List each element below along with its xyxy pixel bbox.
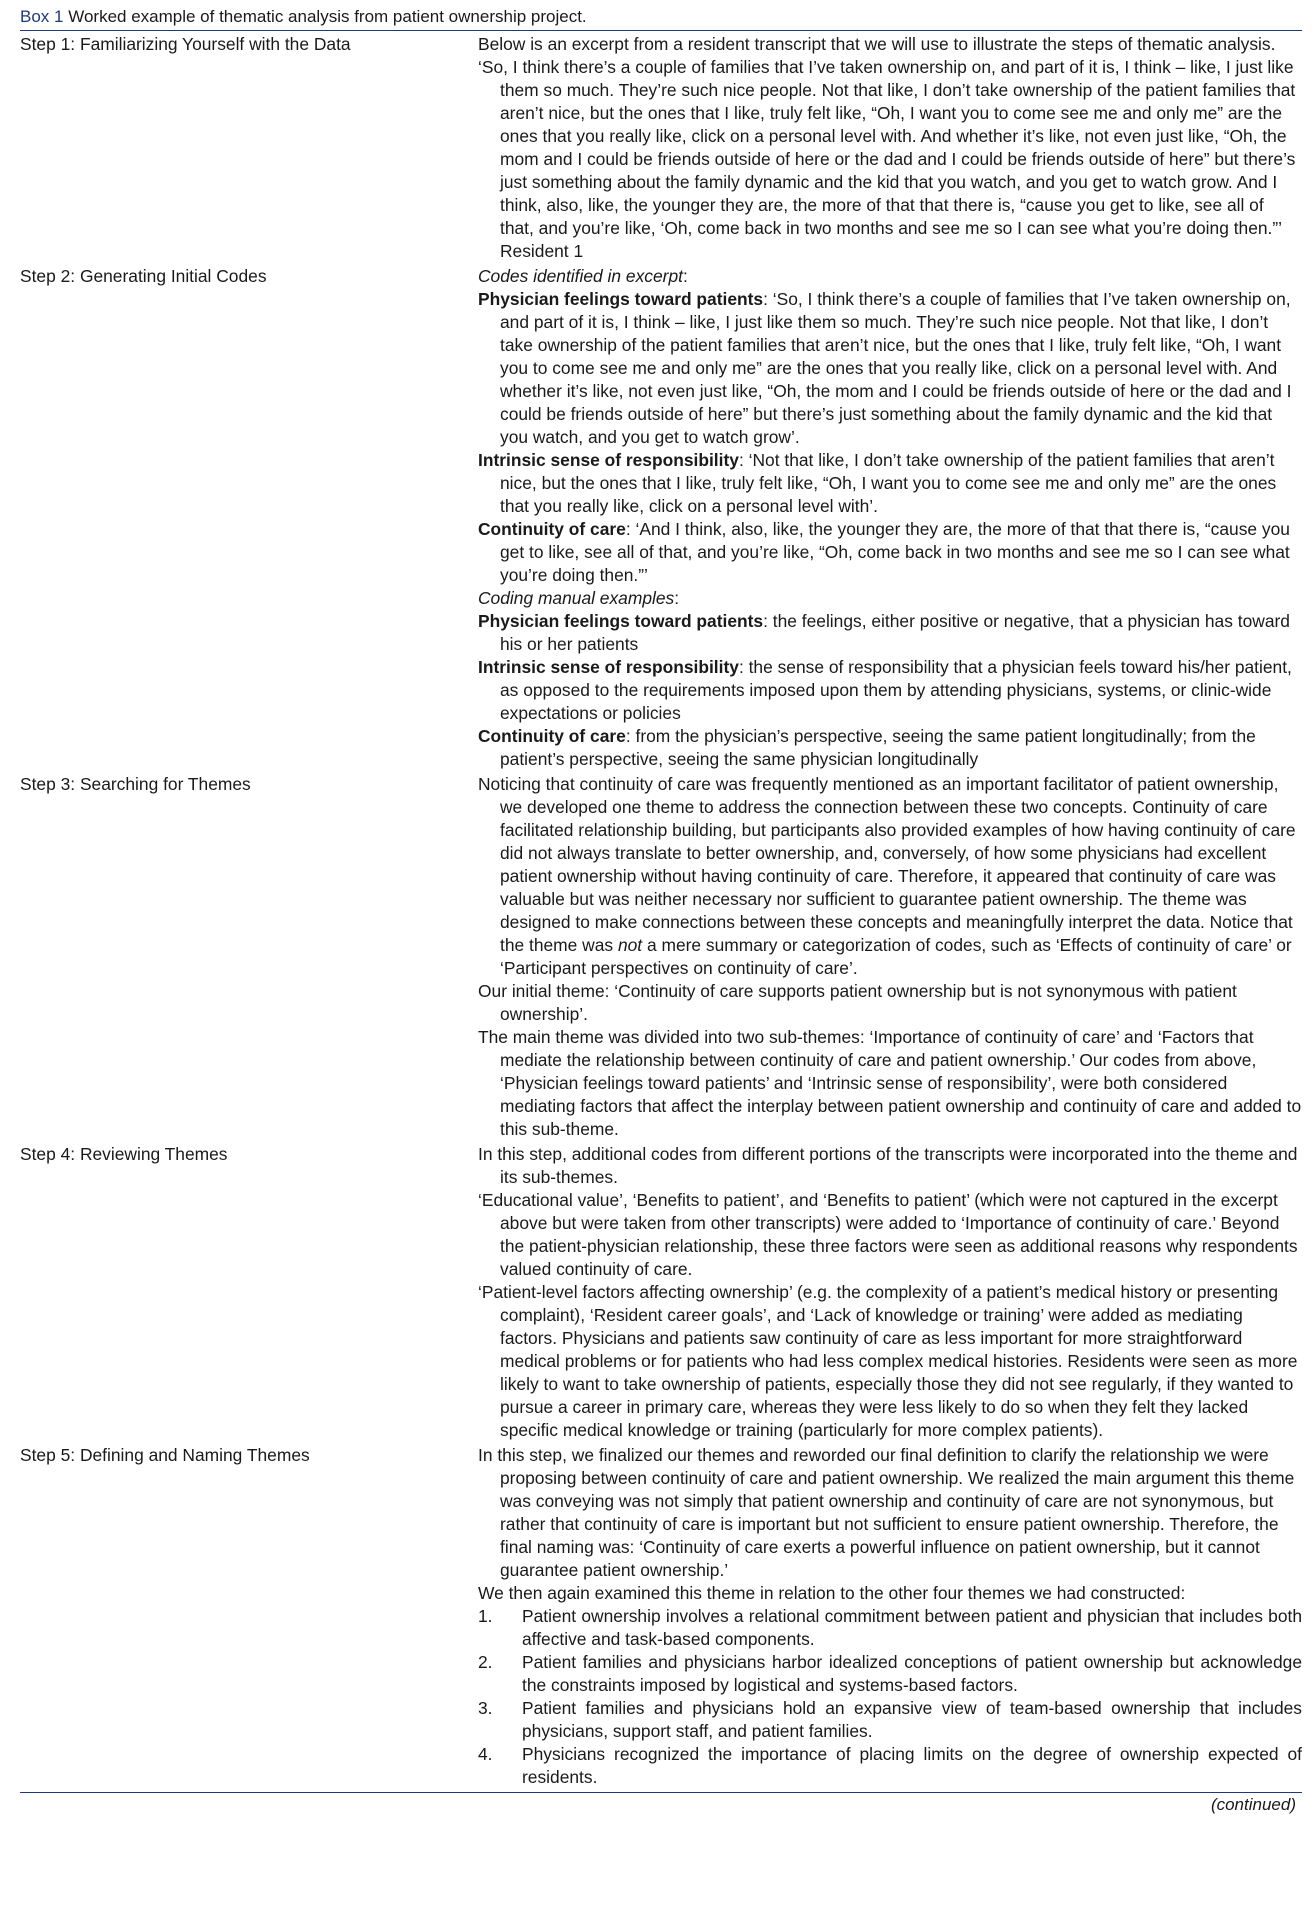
code-entry: Continuity of care: ‘And I think, also, like, the younger they are, the more of that that there is, “cause you get to like, see all of that, and you’re like, “Oh, come back in two months and see me so I can see what you’re doing then.”’ (478, 519, 1290, 585)
step-row-2 (20, 263, 1302, 771)
section-heading: Coding manual examples: (478, 588, 680, 608)
step-row-1 (20, 31, 1302, 263)
code-entry: Intrinsic sense of responsibility: ‘Not that like, I don’t take ownership of the patient families that aren’t nice, but the ones that I like, truly felt like, “Oh, I want you to come see me and only me” are the ones that you really like, click on a personal level with’. (478, 450, 1277, 516)
step-paragraph: In this step, we finalized our themes and reworded our final definition to clarify the relationship we were proposing between continuity of care and patient ownership. We realized the main argument this theme was conveying was not simply that patient ownership and continuity of care are not synonymous, but rather that continuity of care is important but not sufficient to ensure patient ownership. Therefore, the final naming was: ‘Continuity of care exerts a powerful influence on patient ownership, but it cannot guarantee patient ownership.’ (478, 1445, 1295, 1580)
coding-manual-entry: Physician feelings toward patients: the feelings, either positive or negative, that a physician has toward his or her patients (478, 611, 1290, 654)
code-entry: Physician feelings toward patients: ‘So, I think there’s a couple of families that I’ve taken ownership on, and part of it is, I think – like, I just like them so much. They’re such nice people. Not that like, I don’t take ownership of the patient families that aren’t nice, but the ones that I like, truly felt like, “Oh, I want you to come see me and only me” are the ones that you really like, click on a personal level with. And whether it’s like, not even just like, “Oh, the mom and I could be friends outside of here or the dad and I could be friends outside of here” but there’s just something about the family dynamic and the kid that you watch, and you get to watch grow’. (478, 289, 1292, 447)
step-row-5 (20, 1442, 1302, 1789)
step-paragraph: ‘Educational value’, ‘Benefits to patient’, and ‘Benefits to patient’ (which were not captured in the excerpt above but were taken from other transcripts) were added to ‘Importance of continuity of care.’ Beyond the patient-physician relationship, these three factors were seen as additional reasons why respondents valued continuity of care. (478, 1190, 1298, 1279)
step-paragraph: The main theme was divided into two sub-themes: ‘Importance of continuity of care’ and ‘Factors that mediate the relationship between continuity of care and patient ownership.’ Our codes from above, ‘Physician feelings toward patients’ and ‘Intrinsic sense of responsibility’, were both considered mediating factors that affect the interplay between patient ownership and continuity of care and added to this sub-theme. (478, 1027, 1302, 1139)
box-label: Box 1 (20, 7, 64, 26)
step-paragraph: In this step, additional codes from different portions of the transcripts were incorporated into the theme and its sub-themes. (478, 1144, 1298, 1187)
coding-manual-entry: Continuity of care: from the physician’s perspective, seeing the same patient longitudinally; from the patient’s perspective, seeing the same physician longitudinally (478, 726, 1256, 769)
step-paragraph: Our initial theme: ‘Continuity of care supports patient ownership but is not synonymous with patient ownership’. (478, 981, 1237, 1024)
list-item: 1. Patient ownership involves a relational commitment between patient and physician that includes both affective and task-based components. (478, 1606, 1302, 1649)
step-row-4 (20, 1141, 1302, 1442)
step-label: Step 5: Defining and Naming Themes (20, 1445, 310, 1465)
list-item: 3. Patient families and physicians hold an expansive view of team-based ownership that includes physicians, support staff, and patient families. (478, 1698, 1302, 1741)
step-paragraph: Below is an excerpt from a resident transcript that we will use to illustrate the steps of thematic analysis. (478, 34, 1276, 54)
step-row-3 (20, 771, 1302, 1141)
step-label: Step 2: Generating Initial Codes (20, 266, 267, 286)
step-label: Step 1: Familiarizing Yourself with the Data (20, 34, 351, 54)
thematic-analysis-table (20, 31, 1302, 1789)
continued-label: (continued) (1210, 1795, 1296, 1814)
coding-manual-entry: Intrinsic sense of responsibility: the sense of responsibility that a physician feels toward his/her patient, as opposed to the requirements imposed upon them by attending physicians, systems, or clinic-wide expectations or policies (478, 657, 1292, 723)
box-title-bar (20, 4, 1302, 31)
transcript-excerpt: ‘So, I think there’s a couple of families that I’ve taken ownership on, and part of it is, I think – like, I just like them so much. They’re such nice people. Not that like, I don’t take ownership of the patient families that aren’t nice, but the ones that I like, truly felt like, “Oh, I want you to come see me and only me” are the ones that you really like, click on a personal level with. And whether it’s like, not even just like, “Oh, the mom and I could be friends outside of here or the dad and I could be friends outside of here” but there’s just something about the family dynamic and the kid that you watch, and you get to watch grow. And I think, also, like, the younger they are, the more of that that there is, “cause you get to like, see all of that, and you’re like, ‘Oh, come back in two months and see me so I can see what you’re doing then.”’ Resident 1 (478, 57, 1296, 261)
box-title: Worked example of thematic analysis from patient ownership project. (68, 7, 587, 26)
step-label: Step 3: Searching for Themes (20, 774, 251, 794)
step-label: Step 4: Reviewing Themes (20, 1144, 228, 1164)
themes-list (478, 1605, 1302, 1789)
section-heading: Codes identified in excerpt: (478, 266, 688, 286)
step-paragraph: ‘Patient-level factors affecting ownership’ (e.g. the complexity of a patient’s medical history or presenting complaint), ‘Resident career goals’, and ‘Lack of knowledge or training’ were added as mediating factors. Physicians and patients saw continuity of care as less important for more straightforward medical problems or for patients who had less complex medical histories. Residents were seen as more likely to want to take ownership of patients, especially those they did not see regularly, if they wanted to pursue a career in primary care, whereas they were less likely to do so when they felt they lacked specific medical knowledge or training (particularly for more complex patients). (478, 1282, 1298, 1440)
list-item: 2. Patient families and physicians harbor idealized conceptions of patient ownership but acknowledge the constraints imposed by logistical and systems-based factors. (478, 1652, 1302, 1695)
step-paragraph: Noticing that continuity of care was frequently mentioned as an important facilitator of patient ownership, we developed one theme to address the connection between these two concepts. Continuity of care facilitated relationship building, but participants also provided examples of how having continuity of care did not always translate to better ownership, and, conversely, of how some physicians had excellent patient ownership without having continuity of care. Therefore, it appeared that continuity of care was valuable but was neither necessary nor sufficient to guarantee patient ownership. The theme was designed to make connections between these concepts and meaningfully interpret the data. Notice that the theme was not a mere summary or categorization of codes, such as ‘Effects of continuity of care’ or ‘Participant perspectives on continuity of care’. (478, 774, 1296, 978)
box-page (20, 4, 1302, 1817)
step-paragraph: We then again examined this theme in relation to the other four themes we had constructed: (478, 1583, 1186, 1603)
list-item: 4. Physicians recognized the importance of placing limits on the degree of ownership expected of residents. (478, 1744, 1302, 1787)
